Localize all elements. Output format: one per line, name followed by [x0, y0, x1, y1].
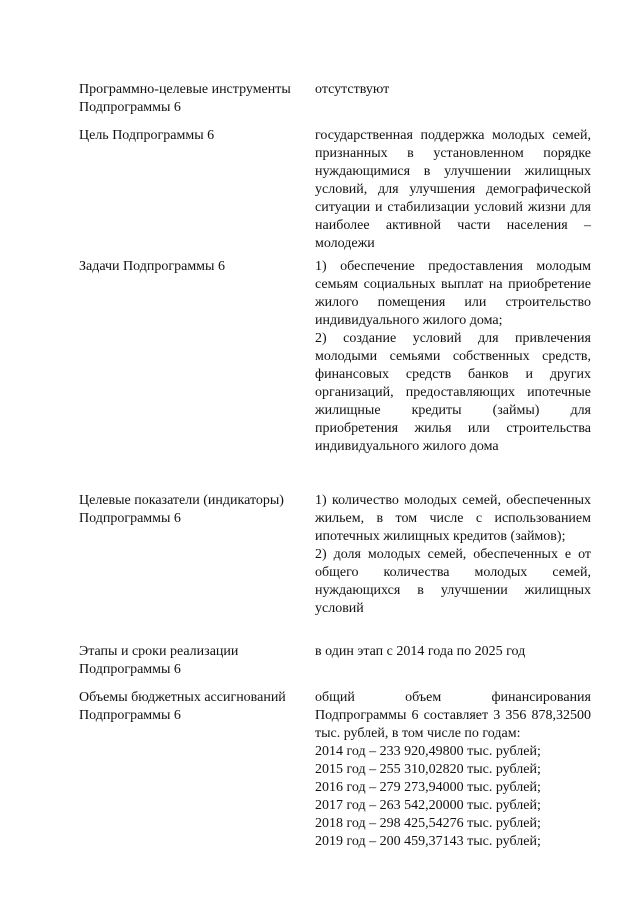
value-program-instruments: отсутствуют	[315, 82, 390, 97]
indicator-item-1: 1) количество молодых семей, обеспеченных жильем, в том числе с использованием ипотечных жилищных кредитов (займов);	[315, 493, 591, 544]
value-budget	[315, 689, 591, 851]
task-item-1: 1) обеспечение предоставления молодым семьям социальных выплат на приобретение жилого помещения или строительство индивидуального жилого дома;	[315, 259, 591, 328]
label-tasks: Задачи Подпрограммы 6	[79, 259, 225, 274]
budget-year-2018: 2018 год – 298 425,54276 тыс. рублей;	[315, 816, 541, 831]
budget-year-2016: 2016 год – 279 273,94000 тыс. рублей;	[315, 780, 541, 795]
budget-year-2014: 2014 год – 233 920,49800 тыс. рублей;	[315, 744, 541, 759]
budget-intro: общий объем финансирования Подпрограммы 6 составляет 3 356 878,32500 тыс. рублей, в том числе по годам:	[315, 690, 591, 741]
value-stages: в один этап с 2014 года по 2025 год	[315, 644, 526, 659]
label-indicators: Целевые показатели (индикаторы) Подпрограммы 6	[79, 493, 284, 526]
budget-year-2019: 2019 год – 200 459,37143 тыс. рублей;	[315, 834, 541, 849]
budget-year-2015: 2015 год – 255 310,02820 тыс. рублей;	[315, 762, 541, 777]
label-budget: Объемы бюджетных ассигнований Подпрограммы 6	[79, 690, 286, 723]
value-tasks	[315, 258, 591, 456]
value-indicators	[315, 492, 591, 618]
label-goal: Цель Подпрограммы 6	[79, 128, 215, 143]
label-program-instruments: Программно-целевые инструменты Подпрограммы 6	[79, 82, 291, 115]
budget-year-2017: 2017 год – 263 542,20000 тыс. рублей;	[315, 798, 541, 813]
value-goal: государственная поддержка молодых семей, признанных в установленном порядке нуждающимися в улучшении жилищных условий, для улучшения демографической ситуации и стабилизации условий жизни для наиболее активной части населения – молодежи	[315, 128, 591, 251]
task-item-2: 2) создание условий для привлечения молодыми семьями собственных средств, финансовых средств банков и других организаций, предоставляющих ипотечные жилищные кредиты (займы) для приобретения жилья или строительства индивидуального жилого дома	[315, 331, 591, 454]
indicator-item-2: 2) доля молодых семей, обеспеченных е от общего количества молодых семей, нуждающихся в улучшении жилищных условий	[315, 547, 591, 616]
label-stages: Этапы и сроки реализации Подпрограммы 6	[79, 644, 239, 677]
